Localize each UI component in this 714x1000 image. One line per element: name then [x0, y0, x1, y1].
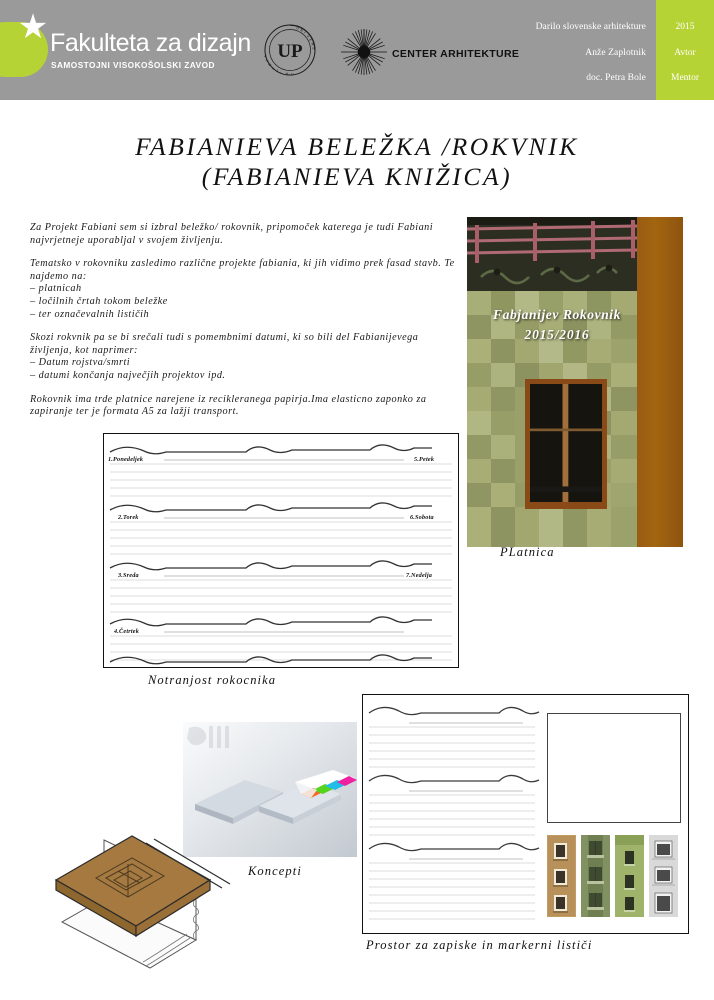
svg-text:Z: Z	[265, 59, 270, 63]
facade-strip-green-balcony	[581, 835, 610, 917]
day-label-tuesday: 2.Torek	[118, 514, 139, 521]
sunburst-icon	[340, 28, 388, 76]
svg-text:U: U	[290, 72, 294, 77]
paragraph-materials: Rokovnik ima trde platnice narejene iz recikleranega papirja.Ima elasticno zaponko za zapiranje ter je formata A5 za lažji transport.	[30, 393, 427, 418]
day-label-saturday: 6.Sobota	[410, 514, 434, 521]
page-header	[0, 0, 714, 100]
grayscale-facade-image	[649, 835, 678, 917]
notebook-3d-drawing	[44, 818, 244, 978]
credit-label-year: 2015	[675, 22, 695, 32]
svg-text:R: R	[310, 42, 315, 47]
caption-platnica: PLatnica	[500, 545, 555, 559]
credit-label-mentor: Mentor	[671, 73, 699, 83]
svg-text:Z: Z	[311, 46, 316, 50]
svg-text:I: I	[279, 71, 283, 76]
notes-and-markers-panel	[362, 694, 689, 934]
cover-overlay-year: 2015/2016	[524, 327, 590, 342]
paragraph-themes: Tematsko v rokovniku zasledimo različne projekte fabiania, ki jih vidimo prek fasad stavb. Te najdemo na:	[30, 258, 455, 282]
svg-text:U: U	[295, 25, 300, 31]
star-icon: ★	[17, 7, 49, 47]
svg-text:E: E	[271, 66, 276, 71]
svg-text:N: N	[299, 28, 304, 33]
svg-text:R: R	[267, 62, 273, 68]
poster-title	[0, 132, 714, 192]
title-line-1: FABIANIEVA BELEŽKA /ROKVNIK	[135, 132, 579, 161]
date-item-2: – datumi končanja največjih projektov ipd.	[30, 369, 226, 381]
faculty-name: Fakulteta za dizajn	[50, 29, 251, 57]
facade-strip-grayscale	[649, 835, 678, 917]
faculty-subtitle: SAMOSTOJNI VISOKOŠOLSKI ZAVOD	[51, 60, 215, 70]
interior-rules-and-dividers	[104, 434, 458, 667]
center-arhitekture-label: CENTER ARHITEKTURE	[392, 48, 520, 60]
svg-text:UP: UP	[277, 41, 303, 62]
credit-label-author: Avtor	[674, 48, 696, 58]
facade-strip-light-green	[615, 835, 644, 917]
green-balcony-facade-image	[581, 835, 610, 917]
credit-value-award: Darilo slovenske arhitekture	[535, 22, 646, 32]
theme-item-3: – ter označevalnih lističih	[30, 308, 150, 320]
light-green-facade-image	[615, 835, 644, 917]
sketch-box	[547, 713, 681, 823]
window-detail	[525, 379, 607, 509]
balcony-railing	[467, 217, 637, 291]
credits-block	[426, 0, 656, 100]
svg-text:A: A	[263, 54, 268, 59]
title-line-2: (FABIANIEVA KNIŽICA)	[201, 162, 513, 191]
svg-text:N: N	[285, 71, 289, 77]
caption-notranjost: Notranjost rokocnika	[148, 673, 277, 687]
day-label-monday: 1.Ponedeljek	[108, 456, 144, 463]
day-label-sunday: 7.Nedelja	[406, 572, 433, 579]
cover-spine	[637, 217, 683, 547]
svg-text:E: E	[308, 38, 313, 43]
credit-value-mentor: doc. Petra Bole	[586, 73, 646, 83]
day-label-wednesday: 3.Sreda	[118, 572, 139, 579]
notebook-interior-diagram	[103, 433, 459, 668]
facade-strip-ochre	[547, 835, 576, 917]
svg-text:V: V	[305, 34, 311, 39]
caption-prostor: Prostor za zapiske in markerni lističi	[366, 938, 593, 952]
brown-notebook-illustration	[44, 818, 244, 978]
paragraph-dates: Skozi rokvnik pa se bi srečali tudi s pomembnimi datumi, ki so bili del Fabianijevega življenja, kot naprimer:	[30, 332, 419, 356]
window-panes	[530, 384, 602, 502]
day-label-friday: 5.Petek	[414, 456, 435, 463]
svg-text:I: I	[302, 30, 307, 35]
date-item-1: – Datum rojstva/smrti	[30, 357, 131, 369]
credit-value-author: Anže Zaplotnik	[585, 48, 646, 58]
svg-text:V: V	[275, 68, 280, 74]
cover-overlay-title: Fabjanijev Rokovnik	[492, 307, 622, 322]
theme-item-1: – platnicah	[30, 283, 82, 295]
theme-item-2: – ločilnih črtah tokom beležke	[30, 295, 168, 307]
description-text	[30, 222, 460, 430]
paragraph-intro: Za Projekt Fabiani sem si izbral beležko/ rokovnik, pripomoček katerega je tudi Fabiani najvrjetneje uporabljal v svojem življenju.	[30, 222, 434, 246]
university-seal-icon	[262, 22, 318, 78]
ochre-facade-image	[547, 835, 576, 917]
cover-photo	[467, 217, 683, 547]
caption-koncepti: Koncepti	[248, 864, 302, 878]
day-label-thursday: 4.Četrtek	[114, 628, 140, 635]
